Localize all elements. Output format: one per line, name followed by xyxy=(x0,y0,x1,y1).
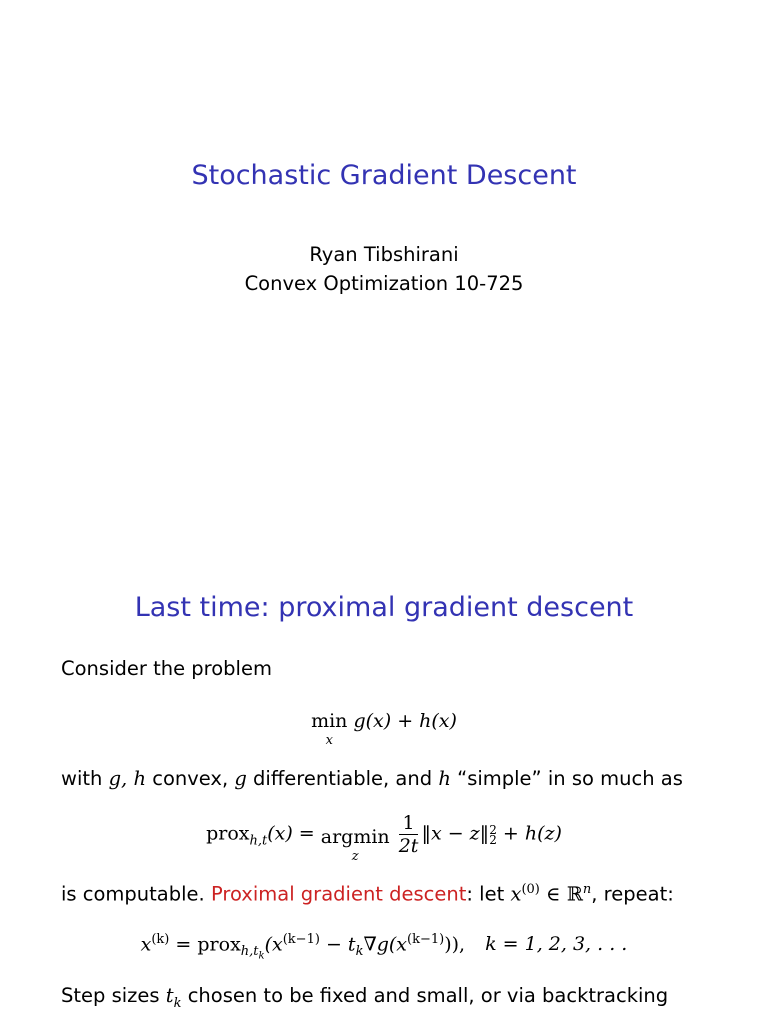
content-slide xyxy=(0,512,768,1024)
slide-title: Stochastic Gradient Descent xyxy=(191,160,577,191)
fraction: $\frac{1}{2t}$ xyxy=(398,812,419,857)
iteration-index: k = 1, 2, 3, . . . xyxy=(485,933,628,956)
problem-equation xyxy=(0,710,768,748)
author-name: Ryan Tibshirani xyxy=(309,243,459,266)
conditions-text: with g, h convex, g differentiable, and h “simple” in so much as xyxy=(61,767,683,790)
prox-definition: prox$_{h,t}$(x) = argmin z $\frac{1}{2t}$ ‖x − z‖ 2 2 + h(z) xyxy=(206,812,562,864)
min-operator: min x xyxy=(311,710,348,748)
computable-text: is computable. Proximal gradient descent: let $x^{(0)}$ ∈ ℝ$^n$, repeat: xyxy=(61,882,674,906)
objective-expression: g(x) + h(x) xyxy=(353,710,457,732)
stepsize-text: Step sizes $t_k$ chosen to be fixed and small, or via backtracking xyxy=(61,984,669,1011)
argmin-operator: argmin z xyxy=(320,826,390,864)
intro-text: Consider the problem xyxy=(61,657,272,680)
slide-title: Last time: proximal gradient descent xyxy=(134,592,634,623)
course-name: Convex Optimization 10-725 xyxy=(244,272,524,295)
update-equation: $x^{(k)}$ = $prox_{h,t_k}(x^{(k-1)} - t_k\nabla g(x^{(k-1)}))$, k = 1, 2, 3, . . . xyxy=(140,932,628,962)
highlight-term: Proximal gradient descent xyxy=(210,882,467,906)
